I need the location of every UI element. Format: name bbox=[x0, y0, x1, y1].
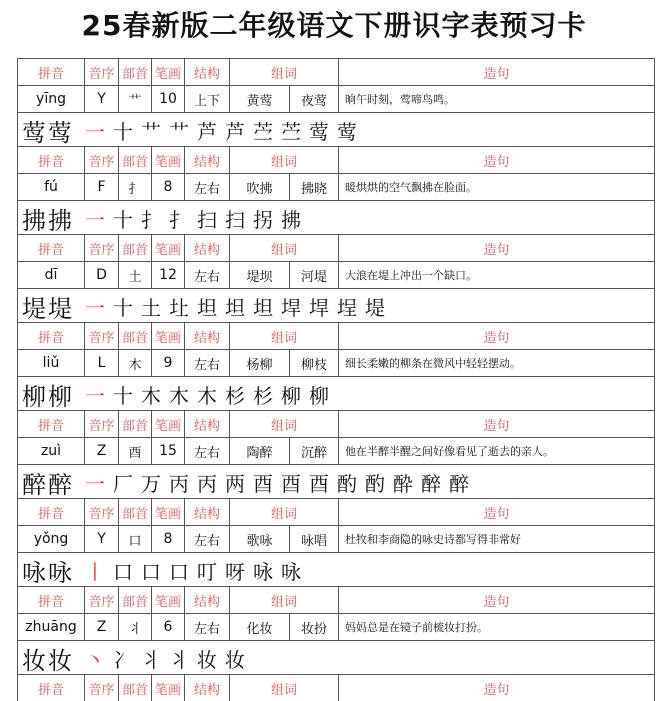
stroke-step: 咏 bbox=[281, 559, 301, 584]
word-1: 歌咏 bbox=[229, 525, 289, 552]
stroke-step: 酉 bbox=[253, 471, 273, 496]
word-1: 黄莺 bbox=[229, 85, 289, 112]
word-1: 陶醉 bbox=[229, 437, 289, 464]
card-header-row bbox=[17, 58, 655, 85]
stroke-step: 土 bbox=[141, 295, 161, 320]
stroke-step: 十 bbox=[113, 295, 133, 320]
stroke-step: 埕 bbox=[337, 295, 357, 320]
stroke-step: 酉 bbox=[281, 471, 301, 496]
stroke-step: 柳 bbox=[281, 383, 301, 408]
header-pinyin: 拼音 bbox=[17, 58, 84, 85]
stroke-step: 咏 bbox=[253, 559, 273, 584]
card-info-row bbox=[17, 349, 655, 376]
stroke-step: 酌 bbox=[337, 471, 357, 496]
stroke-step: 苎 bbox=[281, 119, 301, 144]
char-card bbox=[17, 146, 655, 234]
stroke-step: 莺 bbox=[309, 119, 329, 144]
stroke-sequence bbox=[84, 204, 302, 233]
header-words: 组词 bbox=[229, 322, 338, 349]
char-card bbox=[17, 58, 655, 146]
stroke-step: 口 bbox=[113, 559, 133, 584]
stroke-step: 妆 bbox=[225, 647, 245, 672]
stroke-step: 一 bbox=[85, 295, 105, 320]
character-pair: 莺莺 bbox=[22, 118, 74, 147]
stroke-count-value: 6 bbox=[151, 613, 184, 640]
header-strokes: 笔画 bbox=[151, 58, 184, 85]
stroke-step: 万 bbox=[141, 471, 161, 496]
stroke-step: 艹 bbox=[169, 119, 189, 144]
stroke-step: 丬 bbox=[169, 647, 189, 672]
pinyin-value: dī bbox=[17, 261, 84, 288]
stroke-order-row bbox=[17, 112, 655, 147]
stroke-order-row bbox=[17, 552, 655, 587]
header-structure: 结构 bbox=[184, 410, 229, 437]
header-sentence: 造句 bbox=[338, 322, 655, 349]
stroke-step: 酉 bbox=[309, 471, 329, 496]
radical-value: 酉 bbox=[118, 437, 151, 464]
stroke-step: 冫 bbox=[113, 647, 133, 672]
radical-value: 丬 bbox=[118, 613, 151, 640]
structure-value: 左右 bbox=[184, 173, 229, 200]
stroke-step: 莺 bbox=[337, 119, 357, 144]
stroke-step: 木 bbox=[197, 383, 217, 408]
word-2: 咏唱 bbox=[289, 525, 338, 552]
stroke-count-value: 15 bbox=[151, 437, 184, 464]
card-info-row bbox=[17, 85, 655, 112]
header-structure: 结构 bbox=[184, 586, 229, 613]
stroke-step: 两 bbox=[225, 471, 245, 496]
sentence-value: 大浪在堤上冲出一个缺口。 bbox=[338, 261, 655, 288]
card-header-row bbox=[17, 146, 655, 173]
stroke-sequence bbox=[84, 116, 358, 145]
stroke-step: 一 bbox=[85, 471, 105, 496]
stroke-sequence bbox=[84, 468, 470, 497]
stroke-step: 扌 bbox=[141, 207, 161, 232]
stroke-step: 芦 bbox=[225, 119, 245, 144]
char-card bbox=[17, 410, 655, 498]
stroke-step: 一 bbox=[85, 207, 105, 232]
character-pair: 咏咏 bbox=[22, 558, 74, 587]
stroke-step: 醉 bbox=[421, 471, 441, 496]
stroke-step: 柳 bbox=[309, 383, 329, 408]
char-card bbox=[17, 498, 655, 586]
order-value: Z bbox=[84, 437, 118, 464]
radical-value: 口 bbox=[118, 525, 151, 552]
header-sentence: 造句 bbox=[338, 58, 655, 85]
header-strokes: 笔画 bbox=[151, 410, 184, 437]
radical-value: 木 bbox=[118, 349, 151, 376]
header-structure: 结构 bbox=[184, 58, 229, 85]
word-1: 化妆 bbox=[229, 613, 289, 640]
stroke-step: 口 bbox=[141, 559, 161, 584]
card-info-row bbox=[17, 261, 655, 288]
stroke-step: 木 bbox=[141, 383, 161, 408]
stroke-order-row bbox=[17, 376, 655, 411]
char-card bbox=[17, 234, 655, 322]
card-info-row bbox=[17, 437, 655, 464]
word-2: 河堤 bbox=[289, 261, 338, 288]
stroke-step: 坦 bbox=[197, 295, 217, 320]
header-order: 音序 bbox=[84, 234, 118, 261]
word-2: 沉醉 bbox=[289, 437, 338, 464]
stroke-order-row bbox=[17, 200, 655, 235]
character-pair: 妆妆 bbox=[22, 646, 74, 675]
char-card bbox=[17, 586, 655, 674]
stroke-step: 一 bbox=[85, 383, 105, 408]
structure-value: 左右 bbox=[184, 349, 229, 376]
header-sentence: 造句 bbox=[338, 146, 655, 173]
stroke-step: 坦 bbox=[225, 295, 245, 320]
stroke-step: 十 bbox=[113, 119, 133, 144]
header-sentence: 造句 bbox=[338, 498, 655, 525]
stroke-count-value: 12 bbox=[151, 261, 184, 288]
header-pinyin: 拼音 bbox=[17, 586, 84, 613]
stroke-step: 丙 bbox=[197, 471, 217, 496]
card-info-row bbox=[17, 525, 655, 552]
header-order: 音序 bbox=[84, 410, 118, 437]
header-order: 音序 bbox=[84, 58, 118, 85]
header-order: 音序 bbox=[84, 146, 118, 173]
stroke-step: 十 bbox=[113, 383, 133, 408]
header-strokes: 笔画 bbox=[151, 674, 184, 701]
header-words: 组词 bbox=[229, 674, 338, 701]
order-value: Y bbox=[84, 525, 118, 552]
card-header-row bbox=[17, 322, 655, 349]
header-radical: 部首 bbox=[118, 410, 151, 437]
card-info-row bbox=[17, 173, 655, 200]
pinyin-value: zhuāng bbox=[17, 613, 84, 640]
header-radical: 部首 bbox=[118, 586, 151, 613]
header-order: 音序 bbox=[84, 498, 118, 525]
order-value: F bbox=[84, 173, 118, 200]
header-strokes: 笔画 bbox=[151, 146, 184, 173]
stroke-step: 一 bbox=[85, 119, 105, 144]
order-value: Z bbox=[84, 613, 118, 640]
stroke-step: 苎 bbox=[253, 119, 273, 144]
stroke-step: 扌 bbox=[169, 207, 189, 232]
stroke-step: 扫 bbox=[225, 207, 245, 232]
header-words: 组词 bbox=[229, 498, 338, 525]
stroke-step: 木 bbox=[169, 383, 189, 408]
header-radical: 部首 bbox=[118, 146, 151, 173]
header-radical: 部首 bbox=[118, 322, 151, 349]
stroke-step: 丨 bbox=[85, 559, 105, 584]
header-order: 音序 bbox=[84, 674, 118, 701]
header-radical: 部首 bbox=[118, 58, 151, 85]
stroke-step: 酔 bbox=[393, 471, 413, 496]
structure-value: 左右 bbox=[184, 613, 229, 640]
stroke-step: 厂 bbox=[113, 471, 133, 496]
order-value: D bbox=[84, 261, 118, 288]
pinyin-value: yīng bbox=[17, 85, 84, 112]
stroke-sequence bbox=[84, 644, 246, 673]
card-header-row bbox=[17, 498, 655, 525]
stroke-step: 拐 bbox=[253, 207, 273, 232]
header-sentence: 造句 bbox=[338, 410, 655, 437]
order-value: L bbox=[84, 349, 118, 376]
order-value: Y bbox=[84, 85, 118, 112]
stroke-sequence bbox=[84, 292, 386, 321]
stroke-count-value: 10 bbox=[151, 85, 184, 112]
word-1: 堤坝 bbox=[229, 261, 289, 288]
sentence-value: 妈妈总是在镜子前梳妆打扮。 bbox=[338, 613, 655, 640]
word-2: 妆扮 bbox=[289, 613, 338, 640]
header-pinyin: 拼音 bbox=[17, 146, 84, 173]
stroke-count-value: 8 bbox=[151, 525, 184, 552]
char-card bbox=[17, 322, 655, 410]
stroke-step: 坦 bbox=[253, 295, 273, 320]
word-1: 吹拂 bbox=[229, 173, 289, 200]
card-header-row bbox=[17, 234, 655, 261]
stroke-step: 艹 bbox=[141, 119, 161, 144]
stroke-step: 呀 bbox=[225, 559, 245, 584]
header-structure: 结构 bbox=[184, 234, 229, 261]
char-card-partial bbox=[17, 674, 655, 701]
stroke-order-row bbox=[17, 640, 655, 675]
stroke-count-value: 9 bbox=[151, 349, 184, 376]
word-1: 杨柳 bbox=[229, 349, 289, 376]
stroke-step: 拂 bbox=[281, 207, 301, 232]
header-pinyin: 拼音 bbox=[17, 674, 84, 701]
radical-value: 土 bbox=[118, 261, 151, 288]
header-words: 组词 bbox=[229, 146, 338, 173]
header-pinyin: 拼音 bbox=[17, 498, 84, 525]
pinyin-value: liǔ bbox=[17, 349, 84, 376]
stroke-step: 醉 bbox=[449, 471, 469, 496]
stroke-sequence bbox=[84, 556, 302, 585]
structure-value: 左右 bbox=[184, 525, 229, 552]
sentence-value: 他在半醉半醒之间好像看见了逝去的亲人。 bbox=[338, 437, 655, 464]
word-2: 柳枝 bbox=[289, 349, 338, 376]
word-2: 夜莺 bbox=[289, 85, 338, 112]
structure-value: 上下 bbox=[184, 85, 229, 112]
header-structure: 结构 bbox=[184, 674, 229, 701]
stroke-step: 丶 bbox=[85, 647, 105, 672]
structure-value: 左右 bbox=[184, 437, 229, 464]
stroke-step: 圵 bbox=[169, 295, 189, 320]
pinyin-value: zuì bbox=[17, 437, 84, 464]
pinyin-value: yǒng bbox=[17, 525, 84, 552]
stroke-step: 堤 bbox=[365, 295, 385, 320]
header-strokes: 笔画 bbox=[151, 498, 184, 525]
character-pair: 拂拂 bbox=[22, 206, 74, 235]
structure-value: 左右 bbox=[184, 261, 229, 288]
stroke-count-value: 8 bbox=[151, 173, 184, 200]
header-words: 组词 bbox=[229, 586, 338, 613]
stroke-step: 十 bbox=[113, 207, 133, 232]
header-radical: 部首 bbox=[118, 234, 151, 261]
stroke-step: 垾 bbox=[281, 295, 301, 320]
header-radical: 部首 bbox=[118, 674, 151, 701]
stroke-step: 丙 bbox=[169, 471, 189, 496]
header-order: 音序 bbox=[84, 322, 118, 349]
character-pair: 堤堤 bbox=[22, 294, 74, 323]
stroke-step: 杉 bbox=[253, 383, 273, 408]
character-pair: 柳柳 bbox=[22, 382, 74, 411]
header-order: 音序 bbox=[84, 586, 118, 613]
card-header-row bbox=[17, 410, 655, 437]
stroke-order-row bbox=[17, 288, 655, 323]
card-header-row bbox=[17, 674, 655, 701]
sentence-value: 晌午时刻，莺啼鸟鸣。 bbox=[338, 85, 655, 112]
header-words: 组词 bbox=[229, 234, 338, 261]
stroke-order-row bbox=[17, 464, 655, 499]
character-pair: 醉醉 bbox=[22, 470, 74, 499]
stroke-sequence bbox=[84, 380, 330, 409]
header-sentence: 造句 bbox=[338, 234, 655, 261]
header-radical: 部首 bbox=[118, 498, 151, 525]
header-sentence: 造句 bbox=[338, 586, 655, 613]
header-pinyin: 拼音 bbox=[17, 322, 84, 349]
stroke-step: 杉 bbox=[225, 383, 245, 408]
sentence-value: 暖烘烘的空气飘拂在脸面。 bbox=[338, 173, 655, 200]
header-structure: 结构 bbox=[184, 498, 229, 525]
header-strokes: 笔画 bbox=[151, 586, 184, 613]
radical-value: 艹 bbox=[118, 85, 151, 112]
header-strokes: 笔画 bbox=[151, 234, 184, 261]
card-header-row bbox=[17, 586, 655, 613]
sentence-value: 细长柔嫩的柳条在微风中轻轻摆动。 bbox=[338, 349, 655, 376]
stroke-step: 口 bbox=[169, 559, 189, 584]
stroke-step: 扫 bbox=[197, 207, 217, 232]
header-pinyin: 拼音 bbox=[17, 234, 84, 261]
stroke-step: 叮 bbox=[197, 559, 217, 584]
header-structure: 结构 bbox=[184, 322, 229, 349]
stroke-step: 芦 bbox=[197, 119, 217, 144]
radical-value: 扌 bbox=[118, 173, 151, 200]
header-pinyin: 拼音 bbox=[17, 410, 84, 437]
header-structure: 结构 bbox=[184, 146, 229, 173]
sentence-value: 杜牧和李商隐的咏史诗都写得非常好 bbox=[338, 525, 655, 552]
stroke-step: 妆 bbox=[197, 647, 217, 672]
pinyin-value: fú bbox=[17, 173, 84, 200]
header-words: 组词 bbox=[229, 58, 338, 85]
stroke-step: 酌 bbox=[365, 471, 385, 496]
stroke-step: 丬 bbox=[141, 647, 161, 672]
stroke-step: 垾 bbox=[309, 295, 329, 320]
header-strokes: 笔画 bbox=[151, 322, 184, 349]
header-words: 组词 bbox=[229, 410, 338, 437]
page-title: 25春新版二年级语文下册识字表预习卡 bbox=[81, 9, 587, 42]
header-sentence: 造句 bbox=[338, 674, 655, 701]
card-info-row bbox=[17, 613, 655, 640]
word-2: 拂晓 bbox=[289, 173, 338, 200]
